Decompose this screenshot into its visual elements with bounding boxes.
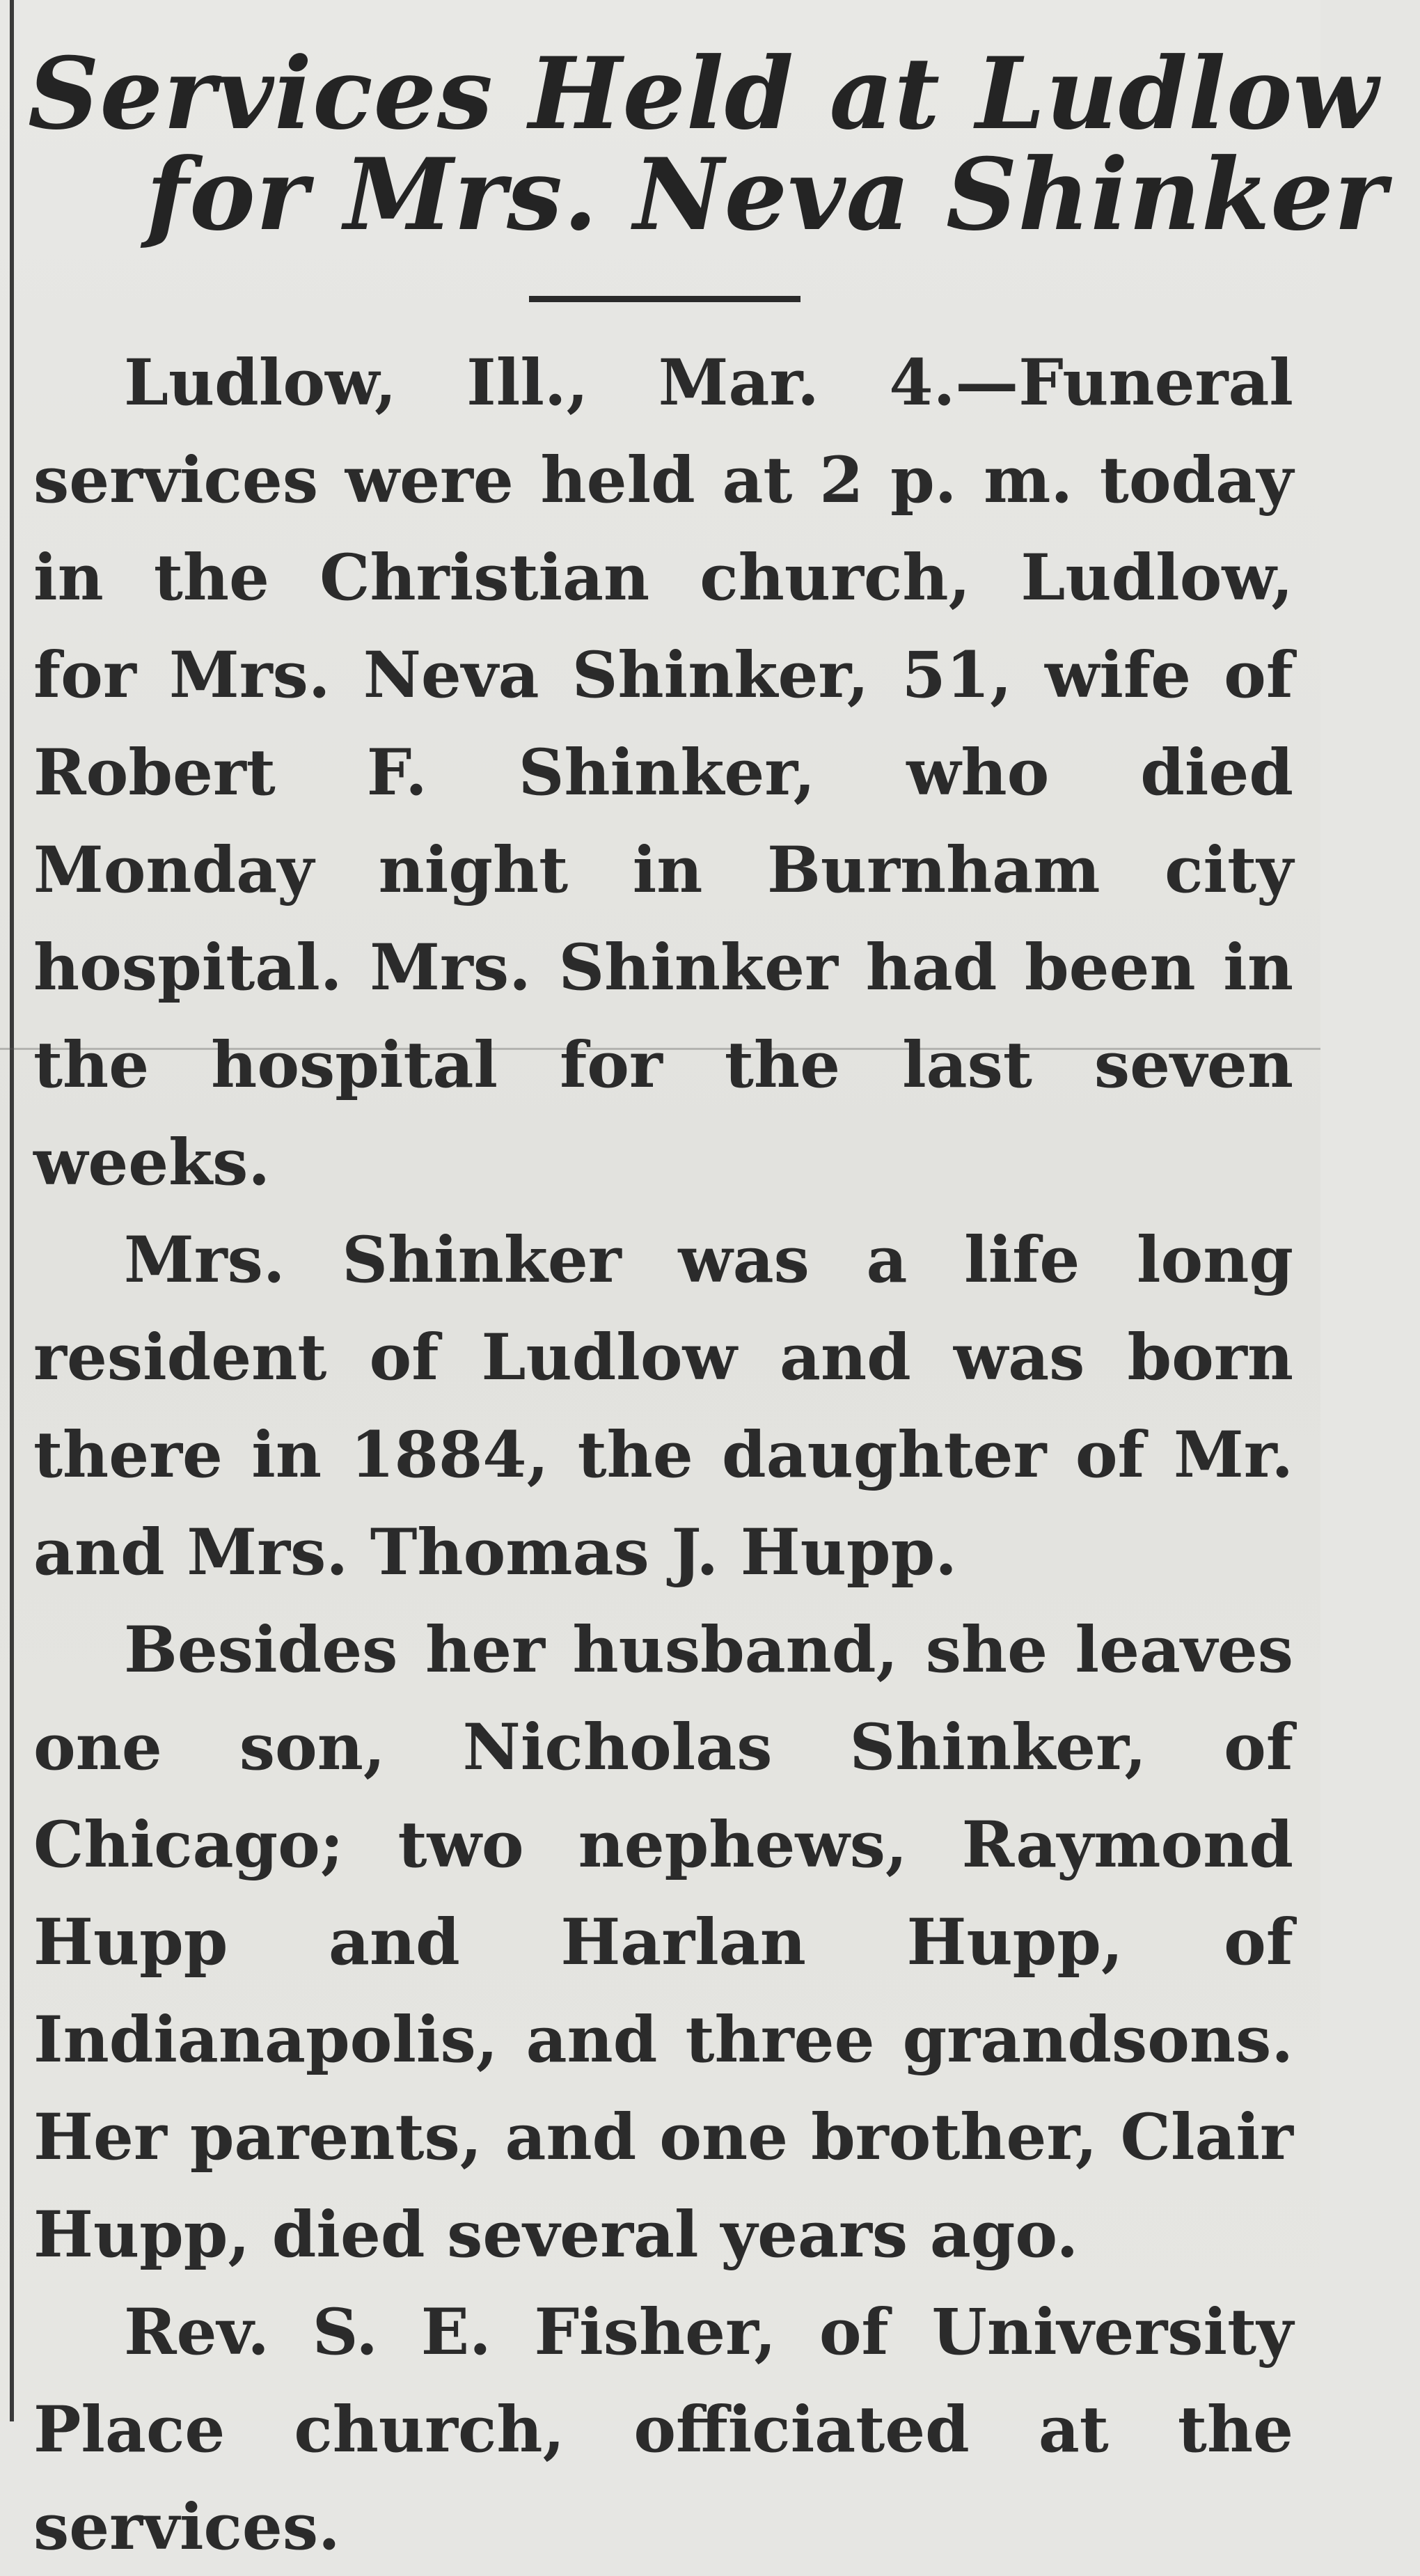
column-rule [10,0,14,2421]
article-body [33,334,1293,2576]
headline-line-2: for Mrs. Neva Shinker [146,137,1387,253]
headline-divider [529,296,800,302]
headline-line-1: Services Held at Ludlow [28,36,1379,152]
paragraph-biography: Mrs. Shinker was a life long resident of Ludlow and was born there in 1884, the daughter of Mr. and Mrs. Thomas J. Hupp. [33,1223,1293,1589]
paragraph-officiant: Rev. S. E. Fisher, of University Place church, officiated at the services. [33,2295,1293,2564]
paragraph-survivors: Besides her husband, she leaves one son, Nicholas Shinker, of Chicago; two nephews, Raymond Hupp and Harlan Hupp, of Indianapolis, and three grandsons. Her parents, and one brother, Clair Hupp, died several years ago. [33,1613,1293,2272]
paragraph-funeral-services: Ludlow, Ill., Mar. 4.—Funeral services were held at 2 p. m. today in the Christian church, Ludlow, for Mrs. Neva Shinker, 51, wife of Robert F. Shinker, who died Monday night in Burnham city hospital. Mrs. Shinker had been in the hospital for the last seven weeks. [33,346,1293,1200]
